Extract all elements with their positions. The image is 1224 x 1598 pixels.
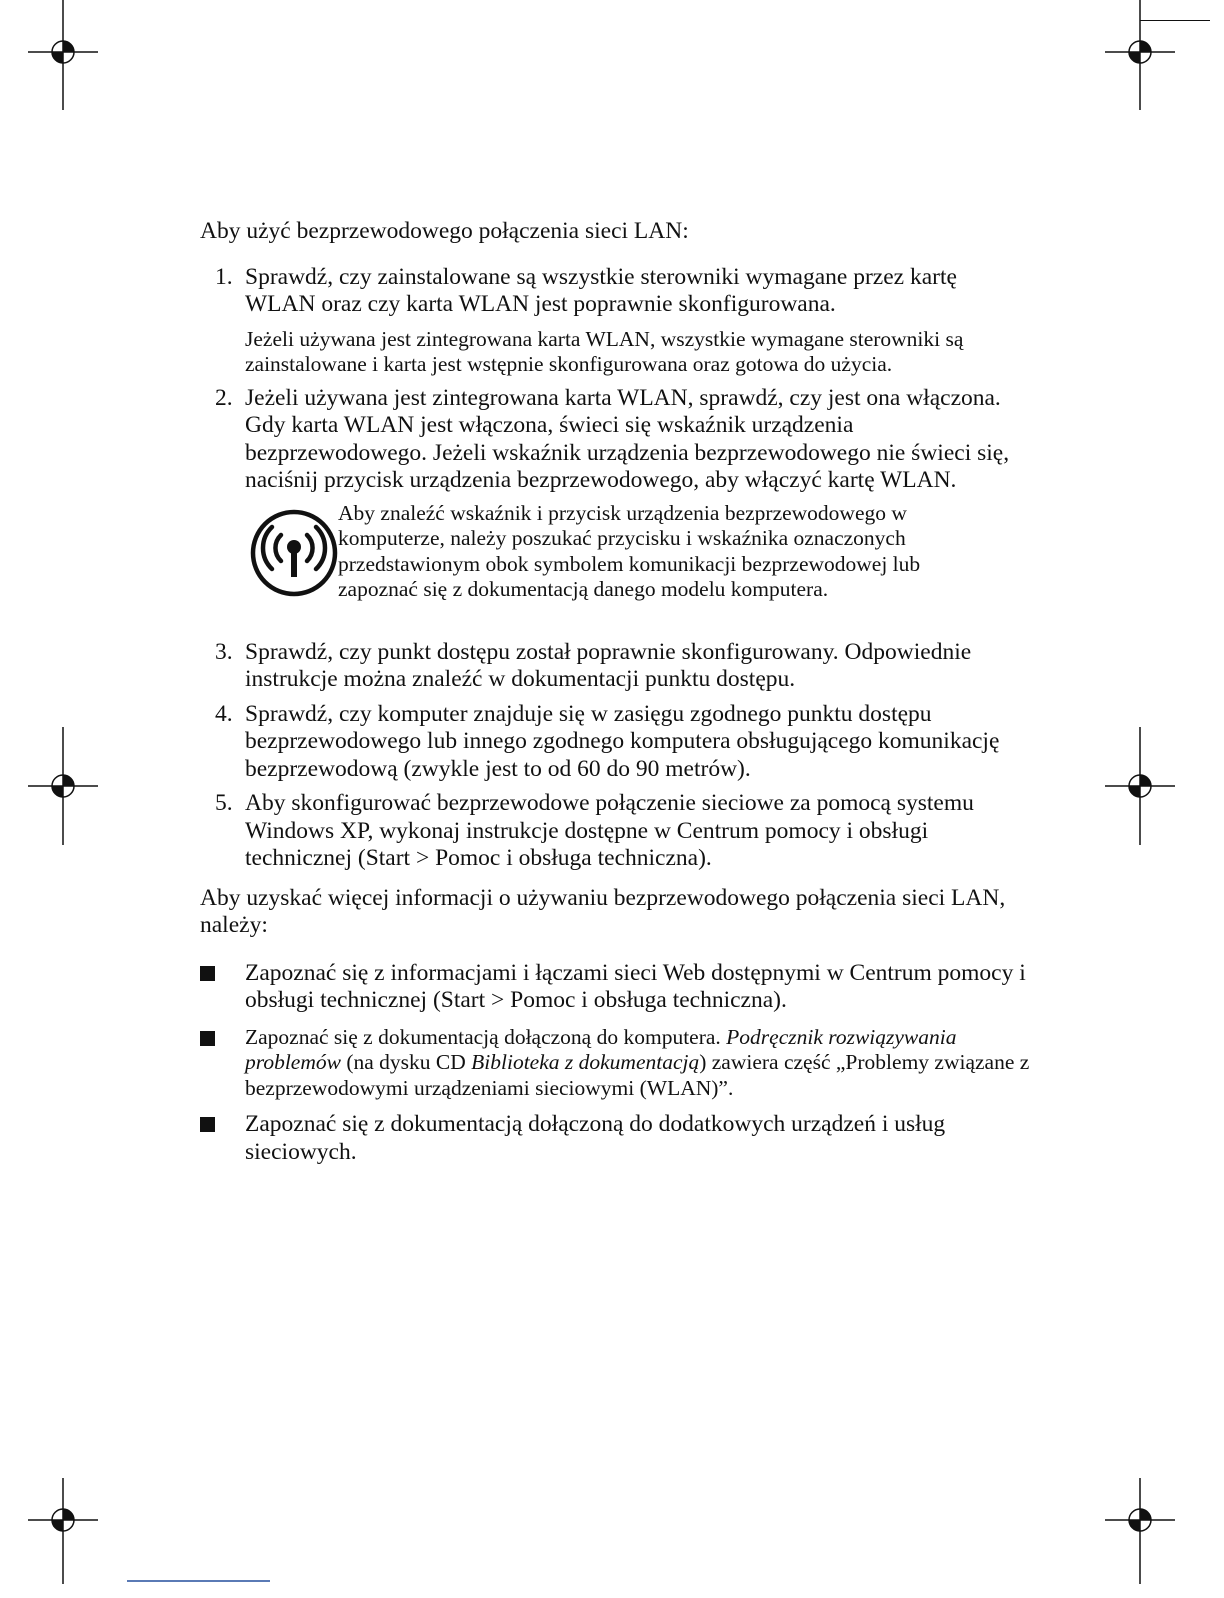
registration-mark-icon <box>1105 1478 1175 1598</box>
list-item <box>200 701 1030 784</box>
registration-mark-icon <box>28 727 98 847</box>
list-item <box>200 790 1030 873</box>
step-number: 5. <box>215 790 233 816</box>
registration-mark-icon <box>1105 0 1175 112</box>
guide-title: Podręcznik rozwiązywania problemów <box>245 1024 957 1074</box>
wireless-icon <box>250 509 338 597</box>
step-text: Sprawdź, czy punkt dostępu został poprawnie skonfigurowany. Odpowiednie instrukcje można znaleźć w dokumentacji punktu dostępu. <box>245 638 972 692</box>
list-item <box>200 385 1030 603</box>
bullet-text: Zapoznać się z dokumentacją dołączoną do dodatkowych urządzeń i usług sieciowych. <box>245 1111 946 1165</box>
note-text: Aby znaleźć wskaźnik i przycisk urządzenia bezprzewodowego w komputerze, należy poszukać przycisku i wskaźnika oznaczonych przedstawionym obok symbolem komunikacji bezprzewodowej lub zapoznać się z dokumentacją danego modelu komputera. <box>338 500 921 601</box>
bullets-list <box>200 960 1030 1167</box>
step-number: 4. <box>215 700 233 727</box>
step-text: Aby skonfigurować bezprzewodowe połączenie sieciowe za pomocą systemu Windows XP, wykonaj instrukcje dostępne w Centrum pomocy i obsługi technicznej (Start > Pomoc i obsługa techniczna). <box>245 790 974 871</box>
more-info-text: Aby uzyskać więcej informacji o używaniu bezprzewodowego połączenia sieci LAN, należy: <box>200 884 1006 938</box>
list-item <box>200 960 1030 1015</box>
registration-mark-icon <box>1105 727 1175 847</box>
bullet-text-part: (na dysku CD <box>340 1050 472 1074</box>
step-number: 3. <box>215 638 233 665</box>
bullet-text <box>245 1025 1030 1102</box>
square-bullet-icon <box>200 1117 215 1132</box>
step-number: 2. <box>215 384 233 411</box>
document-body <box>200 218 1030 1176</box>
registration-mark-icon <box>28 0 98 112</box>
cd-title: Biblioteka z dokumentacją <box>471 1050 700 1074</box>
step-text: Jeżeli używana jest zintegrowana karta WLAN, sprawdź, czy jest ona włączona. Gdy karta WLAN jest włączona, świeci się wskaźnik urządzenia bezprzewodowego. Jeżeli wskaźnik urządzenia bezprzewodowego nie świeci się, naciśnij przycisk urządzenia bezprzewodowego, aby włączyć kartę WLAN. <box>245 384 1010 493</box>
step-text: Sprawdź, czy zainstalowane są wszystkie sterowniki wymagane przez kartę WLAN oraz czy karta WLAN jest poprawnie skonfigurowana. <box>245 263 957 317</box>
list-item <box>200 1025 1030 1102</box>
steps-list <box>200 264 1030 873</box>
intro-text: Aby użyć bezprzewodowego połączenia sieci LAN: <box>200 218 689 244</box>
bullet-text: Zapoznać się z informacjami i łączami sieci Web dostępnymi w Centrum pomocy i obsługi technicznej (Start > Pomoc i obsługa techniczna). <box>245 959 1026 1013</box>
wireless-note <box>245 501 1030 603</box>
list-item <box>200 264 1030 378</box>
step-number: 1. <box>215 263 233 290</box>
registration-mark-icon <box>28 1478 98 1598</box>
square-bullet-icon <box>200 1031 215 1046</box>
square-bullet-icon <box>200 966 215 981</box>
bottom-rule <box>127 1580 270 1582</box>
bullet-text-part: Zapoznać się z dokumentacją dołączoną do komputera. <box>245 1024 727 1049</box>
step-text: Sprawdź, czy komputer znajduje się w zasięgu zgodnego punktu dostępu bezprzewodowego lub innego zgodnego komputera obsługującego komunikację bezprzewodową (zwykle jest to od 60 do 90 metrów). <box>245 700 1000 782</box>
bullet-text-part: ) zawiera część „Problemy związane z bezprzewodowymi urządzeniami sieciowymi (WLAN)”. <box>245 1050 1030 1100</box>
top-right-rule <box>1140 20 1210 21</box>
list-item <box>200 639 1030 694</box>
list-item <box>200 1111 1030 1166</box>
step-subtext: Jeżeli używana jest zintegrowana karta WLAN, wszystkie wymagane sterowniki są zainstalowane i karta jest wstępnie skonfigurowana oraz gotowa do użycia. <box>245 326 964 376</box>
